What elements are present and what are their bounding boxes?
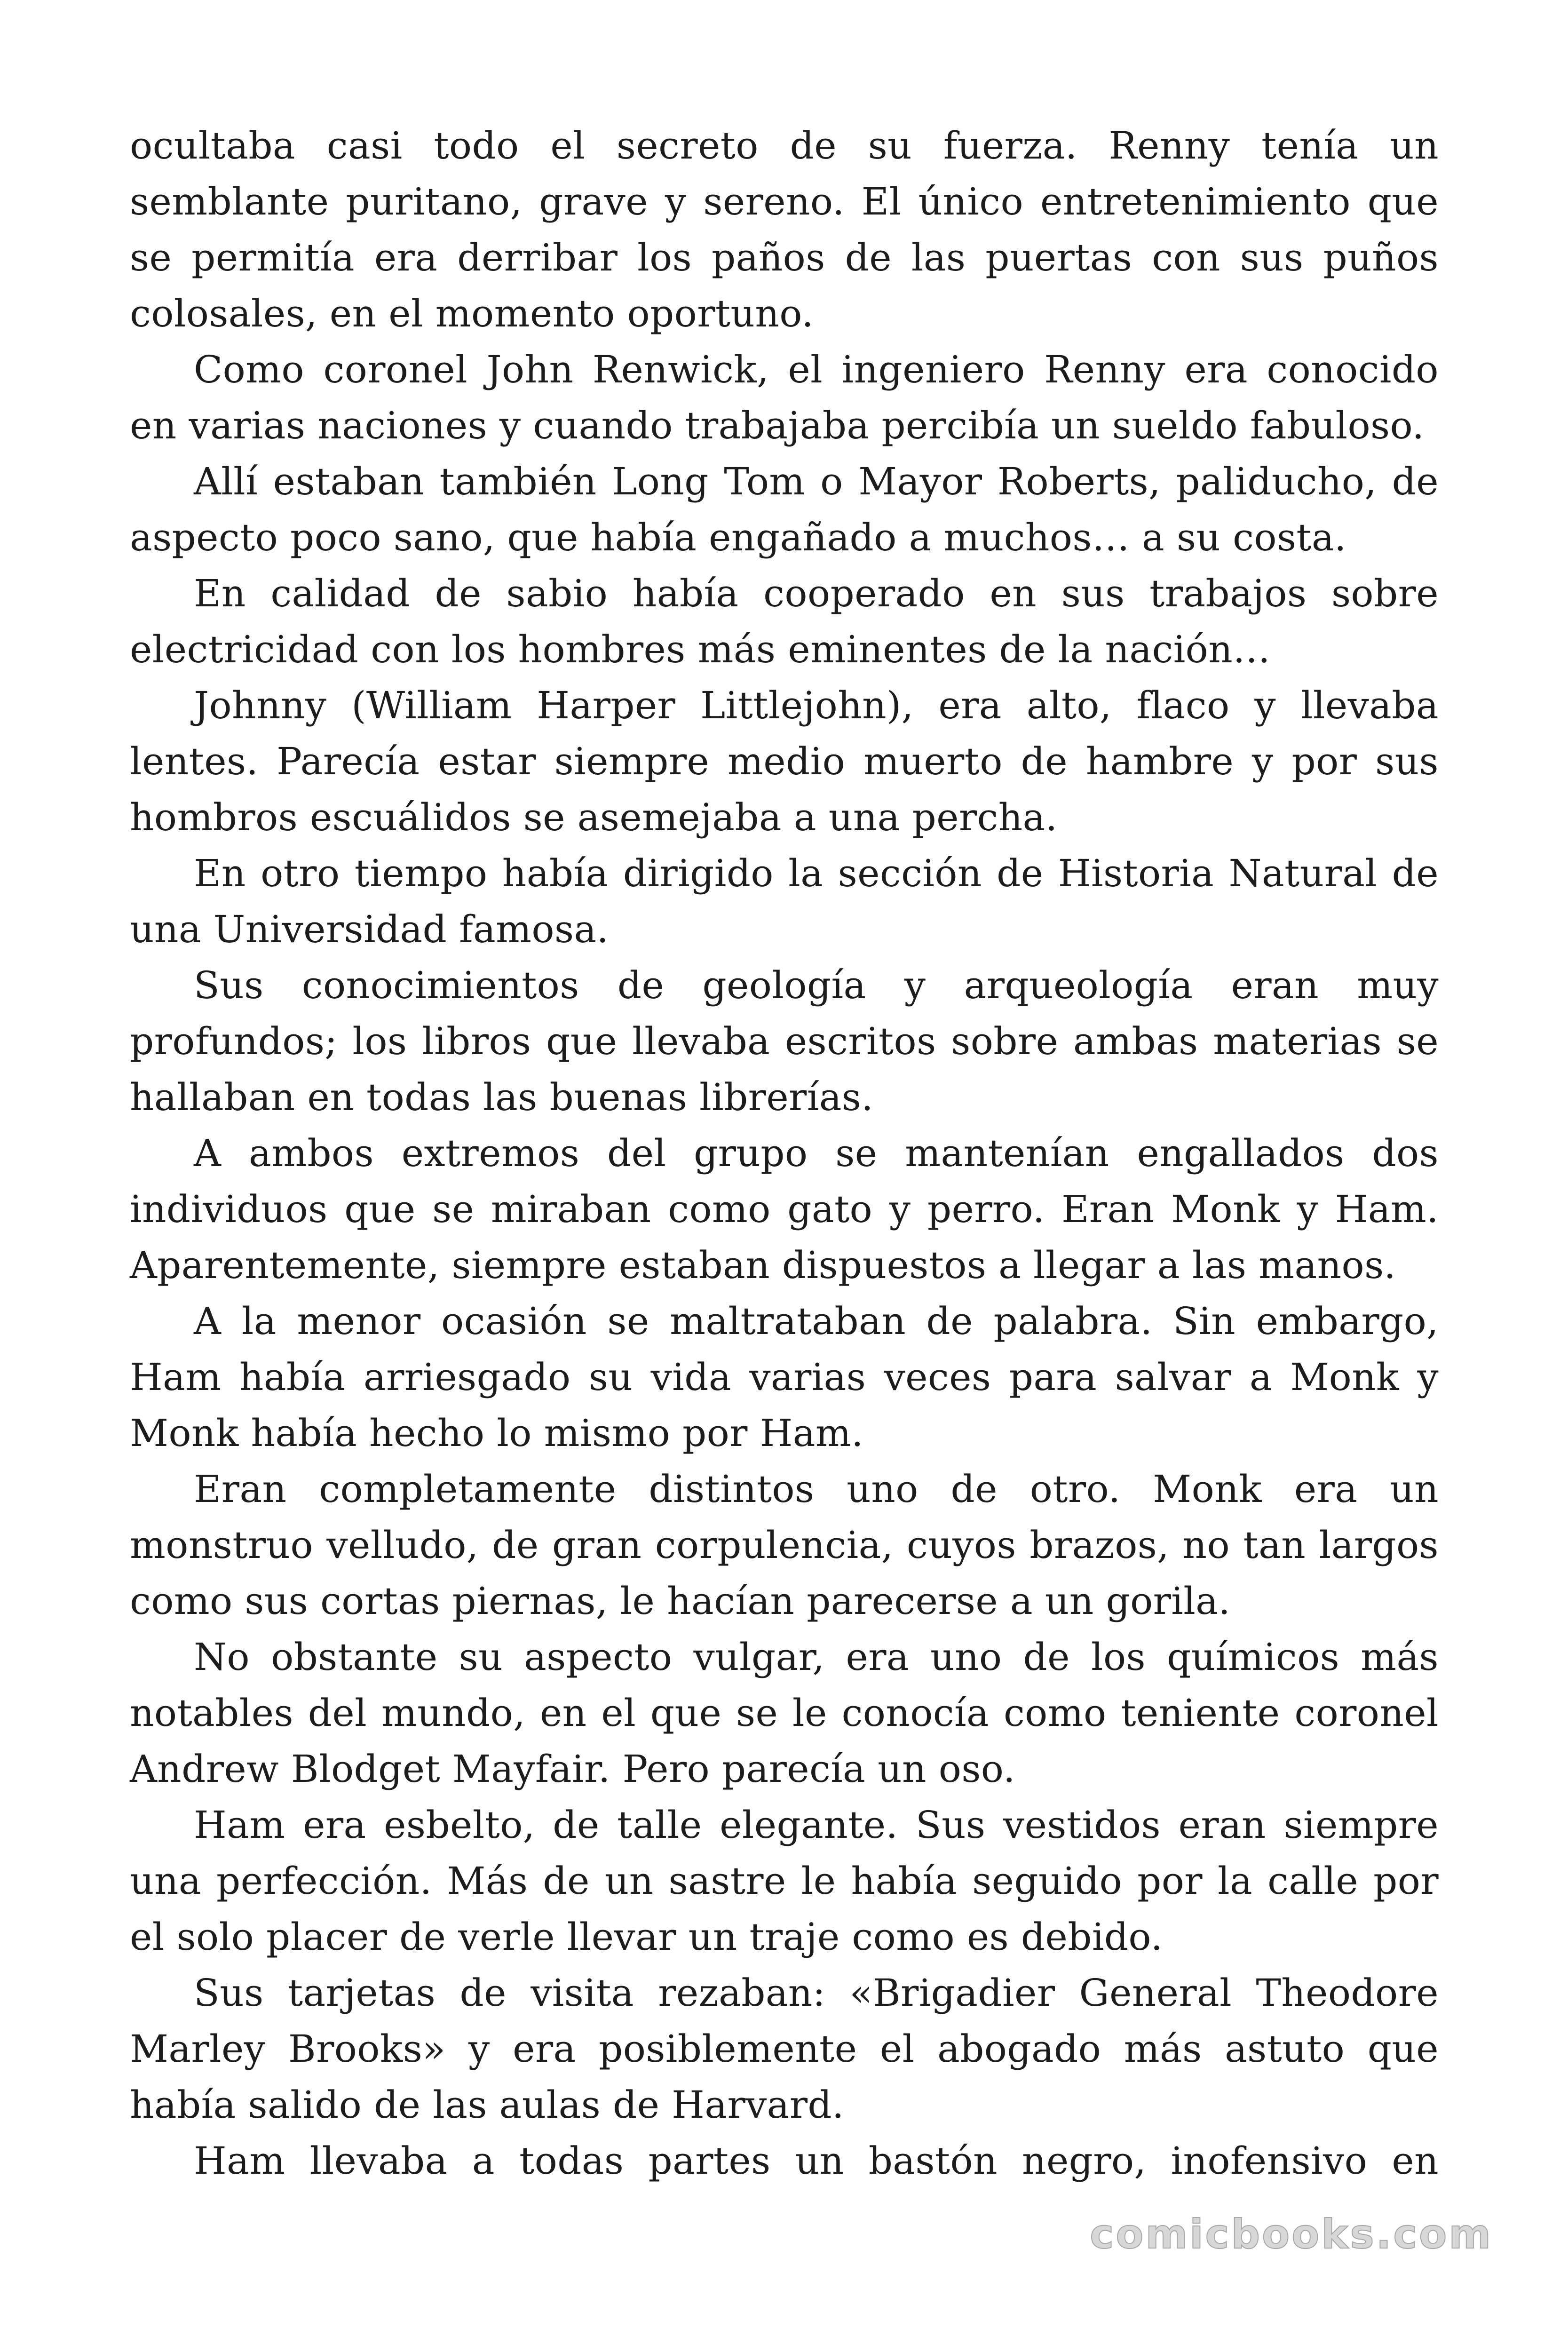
paragraph: Sus tarjetas de visita rezaban: «Brigadier General Theodore Marley Brooks» y era posiblemente el abogado más astuto que había salido de las aulas de Harvard.	[130, 1971, 1439, 2127]
paragraph: Sus conocimientos de geología y arqueología eran muy profundos; los libros que llevaba escritos sobre ambas materias se hallaban en todas las buenas librerías.	[130, 963, 1439, 1119]
paragraph: A la menor ocasión se maltrataban de palabra. Sin embargo, Ham había arriesgado su vida varias veces para salvar a Monk y Monk había hecho lo mismo por Ham.	[130, 1299, 1439, 1455]
paragraph: Ham era esbelto, de talle elegante. Sus vestidos eran siempre una perfección. Más de un sastre le había seguido por la calle por el solo placer de verle llevar un traje como es debido.	[130, 1803, 1439, 1959]
paragraph: A ambos extremos del grupo se mantenían engallados dos individuos que se miraban como gato y perro. Eran Monk y Ham. Aparentemente, siempre estaban dispuestos a llegar a las manos.	[130, 1131, 1439, 1287]
paragraph: Eran completamente distintos uno de otro. Monk era un monstruo velludo, de gran corpulencia, cuyos brazos, no tan largos como sus cortas piernas, le hacían parecerse a un gorila.	[130, 1467, 1439, 1623]
paragraph: Como coronel John Renwick, el ingeniero Renny era conocido en varias naciones y cuando trabajaba percibía un sueldo fabuloso.	[130, 348, 1439, 447]
paragraph: Johnny (William Harper Littlejohn), era alto, flaco y llevaba lentes. Parecía estar siempre medio muerto de hambre y por sus hombros escuálidos se asemejaba a una percha.	[130, 683, 1439, 839]
page-body	[130, 118, 1439, 2189]
paragraph: En otro tiempo había dirigido la sección de Historia Natural de una Universidad famosa.	[130, 851, 1439, 951]
watermark: comicbooks.com	[1090, 2211, 1493, 2258]
paragraph-last: Ham llevaba a todas partes un bastón negro, inofensivo en	[194, 2139, 1439, 2183]
paragraph: No obstante su aspecto vulgar, era uno de los químicos más notables del mundo, en el que se le conocía como teniente coronel Andrew Blodget Mayfair. Pero parecía un oso.	[130, 1635, 1439, 1791]
paragraph: Allí estaban también Long Tom o Mayor Roberts, paliducho, de aspecto poco sano, que había engañado a muchos… a su costa.	[130, 460, 1439, 559]
paragraph: ocultaba casi todo el secreto de su fuerza. Renny tenía un semblante puritano, grave y sereno. El único entretenimiento que se permitía era derribar los paños de las puertas con sus puños colosales, en el momento oportuno.	[130, 124, 1439, 335]
paragraph: En calidad de sabio había cooperado en sus trabajos sobre electricidad con los hombres más eminentes de la nación…	[130, 572, 1439, 671]
